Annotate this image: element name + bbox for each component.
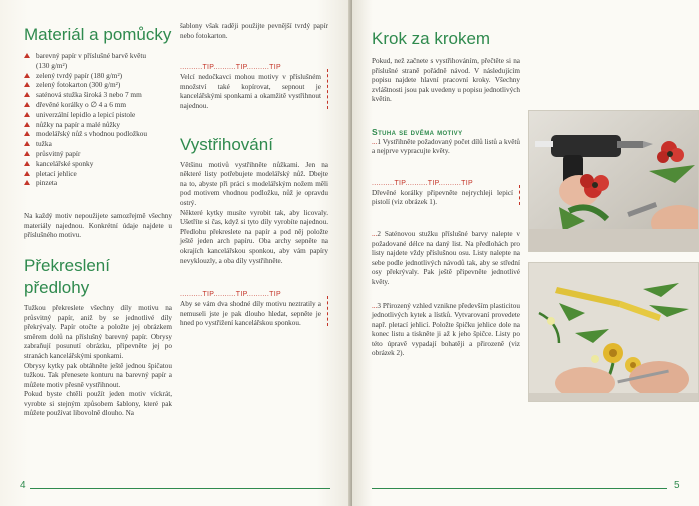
- tip-header: ..........TIP..........TIP..........TIP: [372, 179, 473, 187]
- list-item: barevný papír v příslušné barvě květu: [24, 51, 172, 61]
- triangle-bullet-icon: [24, 92, 30, 97]
- triangle-bullet-icon: [24, 141, 30, 146]
- tip-header: ..........TIP..........TIP..........TIP: [180, 291, 281, 299]
- photo-ribbon-flowers: [528, 262, 699, 402]
- tip-box: [180, 290, 328, 329]
- tracing-paragraph: Tužkou překreslete všechny díly motivu na průsvitný papír, aniž by se jednotlivé díly překrývaly. Papír otočte a položte jej obrázkem směrem dolů na příslušný barevný papír. Obrysy zabraňují posunutí obrázku, připevněte jej po stranách kancelářskými sponkami.: [24, 303, 172, 360]
- steps-heading: Krok za krokem: [372, 29, 491, 48]
- ribbon-section-title: Stuha se dvěma motivy: [372, 126, 463, 137]
- step-1: ...1 Vystřihněte požadovaný počet dílů listů a květů a nejprve vypracujte květy.: [372, 137, 521, 156]
- list-item: (130 g/m²): [36, 60, 68, 70]
- list-item: univerzální lepidlo a lepicí pistole: [24, 110, 172, 120]
- yellow-flower-icon: [603, 343, 623, 363]
- ribbon-flowers-illustration: [529, 263, 699, 402]
- cutting-paragraph: Většinu motivů vystřihněte nůžkami. Jen na některé listy potřebujete modelářský nůž. Dbejte na to, abyste při práci s modelářským nožem měli pod motivem vhodnou podložku, nůž je opravdu ostrý.: [180, 160, 328, 207]
- materials-heading: Materiál a pomůcky: [24, 25, 172, 44]
- list-item: pletací jehlice: [24, 169, 172, 179]
- glue-gun-illustration: [529, 111, 699, 252]
- materials-list: [24, 51, 172, 188]
- list-item: tužka: [24, 139, 172, 149]
- triangle-bullet-icon: [24, 161, 30, 166]
- photo-glue-gun: [528, 110, 699, 252]
- footer-rule-left: [30, 488, 330, 489]
- step-3: ...3 Přirozený vzhled vznikne především plasticitou jednotlivých kytek a lístků. Vytvarovaní provedete např. pletací jehlicí. Položte špičku jehlice dole na konec listu a tiskněte ji až k jeho špičce. Listy po této úpravě vypadají bohatěji a přirozeně (viz obrázek 2).: [372, 301, 520, 358]
- triangle-bullet-icon: [24, 180, 30, 185]
- list-item: dřevěné korálky o ∅ 4 a 6 mm: [24, 100, 172, 110]
- column-continuation: šablony však raději použijte pevnější tvrdý papír nebo fotokarton.: [180, 22, 328, 40]
- triangle-bullet-icon: [24, 122, 30, 127]
- page-number-left: 4: [20, 480, 26, 491]
- footer-rule-right: [372, 488, 667, 489]
- list-item: nůžky na papír a malé nůžky: [24, 120, 172, 130]
- list-item: zelený fotokarton (300 g/m²): [24, 80, 172, 90]
- triangle-bullet-icon: [24, 82, 30, 87]
- triangle-bullet-icon: [24, 171, 30, 176]
- cutting-paragraph: Některé kytky musíte vyrobit tak, aby licovaly. Ušetříte si čas, když si tyto díly vyrobíte najednou. Předlohu překreslete na papír a pod něj položte ještě jeden arch papíru. Oba archy sepněte na okrajích kancelářskou sponkou, aby vám papíry nevyklouzly, a oba díly vystřihněte.: [180, 208, 328, 265]
- triangle-bullet-icon: [24, 73, 30, 78]
- tip-border: [327, 296, 328, 326]
- tip-text: Aby se vám dva shodné díly motivu neztratily a nemuseli jste je pak dlouho hledat, sepněte je hned po vystřižení kancelářskou sponkou.: [180, 300, 321, 328]
- list-item: zelený tvrdý papír (180 g/m²): [24, 71, 172, 81]
- list-item: modelářský nůž s vhodnou podložkou: [24, 129, 172, 139]
- step-2: ...2 Saténovou stužku příslušné barvy nalepte v požadované délce na daný list. Na předlohách pro listy najdete vždy příslušnou osu. Listy nalepte na sebe podle jednotlivých návodů tak, aby se střední osy překrývaly. Pak ještě připevněte jednotlivé květy.: [372, 229, 520, 286]
- triangle-bullet-icon: [24, 112, 30, 117]
- cutting-heading: Vystřihování: [180, 134, 273, 154]
- intro-paragraph: Pokud, než začnete s vystřihováním, přečtěte si na příslušné straně pořádně návod. V následujícím popisu najdete hlavní pracovní kroky. Všechny zvláštnosti jsou pak uvedeny u popisu jednotlivých květin.: [372, 57, 520, 104]
- tracing-heading-line-2: předlohy: [24, 277, 90, 297]
- right-page: [352, 0, 699, 506]
- tip-border: [327, 69, 328, 108]
- triangle-bullet-icon: [24, 151, 30, 156]
- triangle-bullet-icon: [24, 131, 30, 136]
- left-column-1: [24, 24, 172, 419]
- tip-box: [372, 179, 520, 208]
- step-number: 2: [377, 229, 381, 238]
- tip-header: ..........TIP..........TIP..........TIP: [180, 64, 281, 72]
- step-number: 3: [377, 301, 381, 310]
- tracing-heading-line-1: Překreslení: [24, 255, 110, 275]
- triangle-bullet-icon: [24, 102, 30, 107]
- tracing-paragraph: Pokud byste chtěli použít jeden motiv víckrát, vyrobte si stejným způsobem šablony, které pak můžete používat libovolně dlouho. Na: [24, 390, 172, 418]
- list-item: průsvitný papír: [24, 149, 172, 159]
- triangle-bullet-icon: [24, 53, 30, 58]
- tracing-paragraph: Obrysy kytky pak obtáhněte ještě jednou špičatou tužkou. Tak přenesete konturu na barevný papír a můžete motiv přesně vystřihnout.: [24, 361, 172, 389]
- page-number-right: 5: [674, 480, 680, 491]
- tip-text: Velcí nedočkavci mohou motivy v příslušném množství také kopírovat, sepnout je kancelářskými sponkami a okamžitě vystřihnout najednou.: [180, 73, 321, 110]
- step-number: 1: [377, 137, 381, 146]
- list-item: saténová stužka široká 3 nebo 7 mm: [24, 90, 172, 100]
- list-item: pinzeta: [24, 178, 172, 188]
- tip-box: [180, 63, 328, 111]
- tip-border: [519, 185, 520, 205]
- tip-text: Dřevěné korálky připevněte nejrychleji lepicí pistolí (viz obrázek 1).: [372, 188, 513, 207]
- right-text-column: [372, 28, 520, 359]
- list-item: kancelářské sponky: [24, 159, 172, 169]
- left-column-2: [180, 22, 328, 329]
- materials-note: Na každý motiv nepoužijete samozřejmě všechny materiály najednou. Konkrétní údaje najdete u příslušného motivu.: [24, 212, 172, 240]
